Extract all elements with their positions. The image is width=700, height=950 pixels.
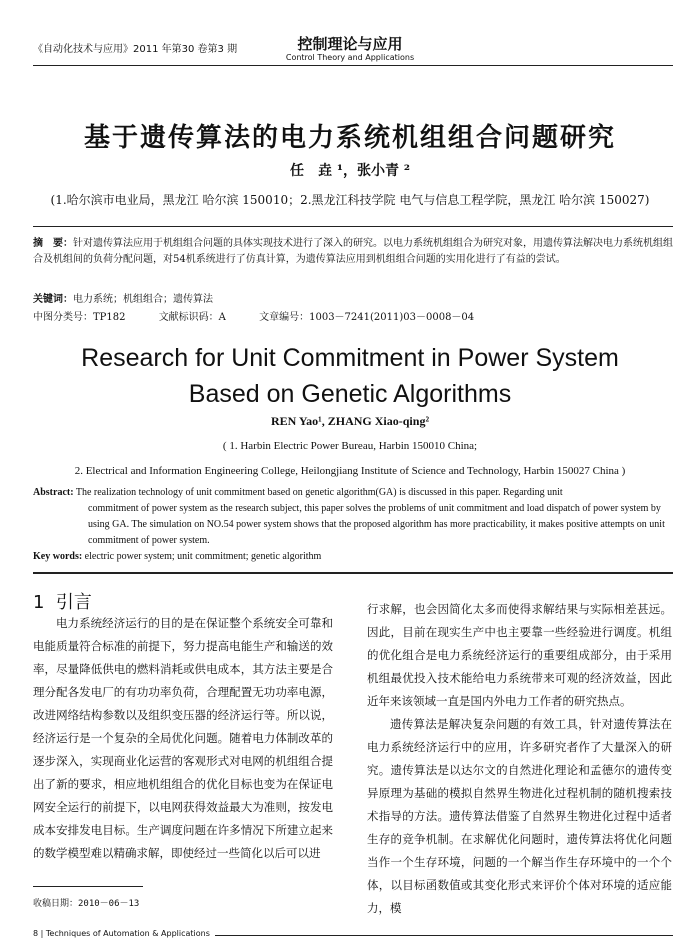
body-paragraph: 遗传算法是解决复杂问题的有效工具，针对遗传算法在电力系统经济运行中的应用，许多研究者作了大量深入的研究。遗传算法是以达尔文的自然进化理论和孟德尔的遗传变异原理为基础的模拟自然界生物进化过程机制的随机搜索技术指导的方法。遗传算法借鉴了自然界生物进化过程中适者生存的竞争机制。在求解优化问题时，遗传算法将优化问题当作一个生存环境，问题的一个解当作生存环境中的一个个体，以目标函数值或其变化形式来评价个体对环境的适应能力，模 bbox=[367, 717, 672, 915]
body-paragraph: 行求解，也会因简化太多而使得求解结果与实际相差甚远。因此，目前在现实生产中也主要靠一些经验进行调度。机组的优化组合是电力系统经济运行的重要组成部分，由于采用机组最优投入技术能给电力系统带来可观的经济效益，因此近年来该领域一直是国内外电力工作者的研究热点。 bbox=[367, 602, 672, 708]
section-number: 1 bbox=[33, 592, 45, 613]
abstract-rule bbox=[33, 572, 673, 574]
keywords-en-text: electric power system; unit commitment; genetic algorithm bbox=[82, 551, 322, 562]
authors-en: REN Yao¹, ZHANG Xiao-qing² bbox=[270, 414, 430, 428]
authors-cn: 任 垚 ¹，张小青 ² bbox=[289, 163, 410, 179]
abstract-en bbox=[33, 485, 675, 549]
title-rule bbox=[33, 226, 673, 227]
paper-title-en-line1: Research for Unit Commitment in Power System bbox=[81, 344, 619, 372]
affiliation-en-2: 2. Electrical and Information Engineering College, Heilongjiang Institute of Science and Technology, Harbin 150027 China ) bbox=[74, 465, 626, 477]
keywords-cn-text: 电力系统；机组组合；遗传算法 bbox=[73, 294, 213, 305]
paper-title-en-line2: Based on Genetic Algorithms bbox=[188, 380, 512, 408]
body-column-left bbox=[33, 612, 333, 865]
keywords-en-label: Key words: bbox=[33, 551, 83, 562]
keywords-cn bbox=[33, 290, 673, 305]
page-footer: 8 | Techniques of Automation & Applications bbox=[33, 929, 210, 938]
running-header: 《自动化技术与应用》2011 年第30 卷第3 期 bbox=[33, 44, 238, 55]
section-title: 引言 bbox=[55, 592, 92, 613]
paper-title-cn: 基于遗传算法的电力系统机组组合问题研究 bbox=[83, 123, 616, 153]
footer-rule bbox=[215, 935, 673, 936]
header-rule bbox=[33, 65, 673, 66]
abstract-en-first-line: The realization technology of unit commitment based on genetic algorithm(GA) is discussed in this paper. Regarding unit bbox=[73, 487, 563, 498]
paper-title-en bbox=[0, 340, 700, 412]
keywords-en bbox=[33, 551, 675, 562]
clc-number: 中图分类号：TP182 bbox=[33, 312, 126, 323]
keywords-cn-label: 关键词： bbox=[33, 294, 73, 305]
abstract-en-rest: commitment of power system as the research subject, this paper solves the problems of unit commitment and load dispatch of power system by using GA. The simulation on NO.54 power system shows that the proposed algorithm has more practicability, it makes positive attempts on unit commitment of power system. bbox=[88, 503, 665, 546]
footnote-rule bbox=[33, 886, 143, 887]
document-code: 文献标识码：A bbox=[158, 312, 226, 323]
journal-section-title: 控制理论与应用 bbox=[297, 35, 403, 53]
abstract-cn bbox=[33, 236, 673, 268]
body-column-right bbox=[367, 598, 672, 920]
received-date: 收稿日期：2010－06－13 bbox=[33, 899, 140, 909]
journal-section-title-en: Control Theory and Applications bbox=[285, 53, 415, 62]
abstract-en-label: Abstract: bbox=[33, 487, 74, 498]
affiliation-en-1: ( 1. Harbin Electric Power Bureau, Harbin 150010 China; bbox=[222, 440, 478, 452]
section-heading bbox=[33, 588, 92, 614]
classification-line bbox=[33, 308, 673, 323]
body-paragraph: 电力系统经济运行的目的是在保证整个系统安全可靠和电能质量符合标准的前提下，努力提高电能生产和输送的效率，尽量降低供电的燃料消耗或供电成本，其方法主要是合理分配各发电厂的有功功率负荷，合理配置无功功率电源，改进网络结构参数以及组织变压器的经济运行等。所以说，经济运行是一个复杂的全局优化问题。随着电力体制改革的逐步深入，实现商业化运营的客观形式对电网的机组组合提出了新的要求，相应地机组组合的优化目标也变为在保证电网安全运行的前提下，以电网获得效益最大为准则，按发电成本安排发电目标。生产调度问题在许多情况下所建立起来的数学模型难以精确求解，即使经过一些简化以后可以进 bbox=[33, 616, 333, 860]
article-number: 文章编号：1003－7241(2011)03－0008－04 bbox=[259, 312, 475, 323]
abstract-cn-text: 针对遗传算法应用于机组组合问题的具体实现技术进行了深入的研究。以电力系统机组组合为研究对象，用遗传算法解决电力系统机组组合及机组间的负荷分配问题，对54机系统进行了仿真计算，为遗传算法应用到机组组合问题的实用化进行了有益的尝试。 bbox=[33, 238, 673, 265]
affiliation-cn: (1.哈尔滨市电业局，黑龙江 哈尔滨 150010；2.黑龙江科技学院 电气与信息工程学院，黑龙江 哈尔滨 150027) bbox=[50, 193, 650, 207]
abstract-cn-label: 摘 要： bbox=[33, 238, 73, 249]
